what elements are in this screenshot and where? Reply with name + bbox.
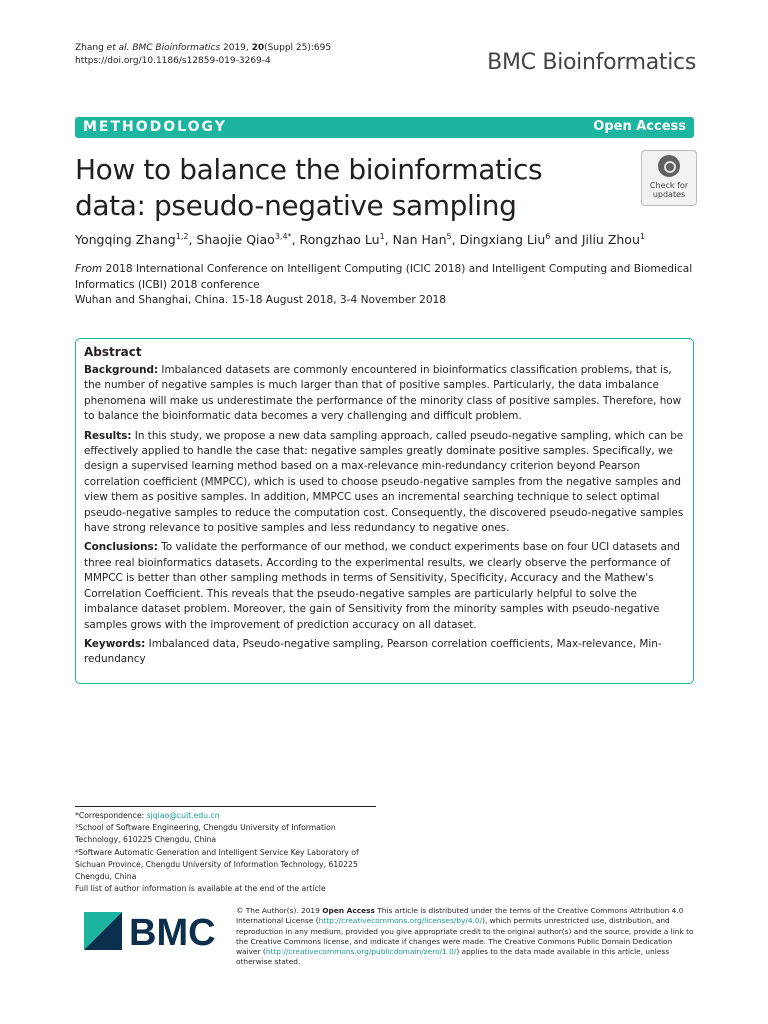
open-access-inline: Open Access: [322, 906, 375, 915]
article-type-bar: [75, 117, 694, 138]
abstract-conclusions-text: To validate the performance of our method, we conduct experiments base on four UCI datasets and three real bioinformatics datasets. According to the experimental results, we clearly observe the performance of MMPCC is better than other sampling methods in terms of Sensitivity, Specificity, Accuracy and the Mathew's Correlation Coefficient. This reveals that the pseudo-negative samples are particularly helpful to solve the imbalance dataset problem. Moreover, the gain of Sensitivity from the minority samples with pseudo-negative samples grows with the improvement of prediction accuracy on all dataset.: [84, 541, 681, 631]
citation-issue: (Suppl 25):695: [264, 43, 332, 53]
author-separator: ,: [291, 232, 300, 248]
author-name: Nan Han: [392, 232, 447, 248]
article-type: METHODOLOGY: [83, 119, 227, 135]
license-text-1: This article is distributed under the terms of the Creative Commons Attribution 4.0 International License (: [236, 906, 684, 926]
license-text-2: ), which permits unrestricted use, distribution, and reproduction in any medium, provided you give appropriate credit to the original author(s) and the source, provide a link to the Creative Commons license, and indicate if changes were made. The Creative Commons Public Domain Dedication waiver (: [236, 916, 694, 957]
bmc-logo-text: BMC: [129, 912, 216, 952]
author-name: Yongqing Zhang: [75, 232, 176, 248]
abstract-results: [84, 429, 685, 537]
author-separator: ,: [384, 232, 393, 248]
citation-volume: 20: [251, 43, 265, 53]
check-for-updates-line1: Check for: [649, 181, 689, 190]
abstract-keywords-text: Imbalanced data, Pseudo-negative sampling, Pearson correlation coefficients, Max-relevance, Min-redundancy: [84, 637, 662, 666]
affiliation-3: ³School of Software Engineering, Chengdu University of Information Technology, 610225 Chengdu, China: [75, 823, 336, 845]
footnotes: [75, 810, 375, 895]
author-separator: ,: [188, 232, 197, 248]
conference-location: Wuhan and Shanghai, China. 15-18 August 2018, 3-4 November 2018: [75, 294, 447, 306]
doi-link[interactable]: https://doi.org/10.1186/s12859-019-3269-4: [75, 56, 271, 66]
citation-journal: et al. BMC Bioinformatics: [106, 43, 221, 53]
check-for-updates-badge[interactable]: [641, 150, 697, 206]
affiliation-4: ⁴Software Automatic Generation and Intelligent Service Key Laboratory of Sichuan Province, Chengdu University of Information Technology, 610225 Chengdu, China: [75, 847, 359, 882]
author-name: Dingxiang Liu: [459, 232, 546, 248]
author-affiliation-sup: 3,4*: [274, 232, 292, 241]
author-name: Shaojie Qiao: [196, 232, 275, 248]
citation-year: 2019,: [220, 43, 252, 53]
journal-name: BMC Bioinformatics: [487, 50, 696, 75]
abstract-background-label: Background:: [84, 364, 159, 376]
footnote-divider: [75, 806, 376, 807]
license-text-3: ) applies to the data made available in this article, unless otherwise stated.: [236, 947, 670, 967]
bmc-logo: [84, 912, 219, 952]
abstract-background: [84, 363, 685, 425]
abstract-keywords: [84, 637, 685, 668]
abstract-conclusions-label: Conclusions:: [84, 541, 158, 554]
check-for-updates-icon: [658, 155, 680, 177]
abstract-conclusions: [84, 540, 685, 632]
conference-info: [75, 262, 695, 309]
author-name: Rongzhao Lu: [299, 232, 380, 248]
citation-header: [75, 42, 331, 68]
check-for-updates-line2: updates: [652, 190, 686, 199]
author-affiliation-sup: 5: [446, 232, 452, 241]
from-label: From: [75, 263, 103, 275]
abstract-keywords-label: Keywords:: [84, 637, 146, 650]
license-link-1[interactable]: http://creativecommons.org/licenses/by/4.0/: [318, 916, 483, 926]
abstract-results-label: Results:: [84, 429, 132, 442]
article-title: How to balance the bioinformatics data: pseudo-negative sampling: [75, 153, 543, 222]
license-text: [236, 906, 696, 968]
author-separator: and: [550, 232, 582, 248]
conference-text: 2018 International Conference on Intelligent Computing (ICIC 2018) and Intelligent Computing and Biomedical Informatics (ICBI) 2018 conference: [75, 263, 693, 291]
author-affiliation-sup: 1: [379, 232, 385, 241]
open-access-label: Open Access: [593, 119, 686, 134]
license-link-2[interactable]: http://creativecommons.org/publicdomain/zero/1.0/: [265, 947, 457, 957]
author-list: [75, 232, 645, 247]
author-affiliation-sup: 6: [545, 232, 551, 241]
abstract-results-text: In this study, we propose a new data sampling approach, called pseudo-negative sampling, which can be effectively applied to handle the case that: negative samples greatly dominate positive samples. Specifically, we design a supervised learning method based on a max-relevance min-redundancy criterion beyond Pearson correlation coefficient (MMPCC), which is used to choose pseudo-negative samples from the negative samples and view them as positive samples. In addition, MMPCC uses an incremental searching technique to select optimal pseudo-negative samples to reduce the computation cost. Consequently, the discovered pseudo-negative samples have strong relevance to positive samples and less redundancy to negative ones.: [84, 429, 684, 535]
author-separator: ,: [451, 232, 460, 248]
author-affiliation-sup: 1,2: [175, 232, 189, 241]
abstract-box: [75, 338, 694, 684]
correspondence-email[interactable]: sjqiao@cuit.edu.cn: [146, 811, 220, 820]
correspondence-label: *Correspondence:: [75, 811, 147, 820]
author-name: Jiliu Zhou: [581, 232, 640, 248]
abstract-heading: Abstract: [84, 345, 142, 359]
author-affiliation-sup: 1: [639, 232, 645, 241]
abstract-background-text: Imbalanced datasets are commonly encountered in bioinformatics classification problems, that is, the number of negative samples is much larger than that of positive samples. Particularly, the data imbalance phenomena will make us underestimate the performance of the minority class of positive samples. Therefore, how to balance the bioinformatic data becomes a very challenging and difficult problem.: [84, 364, 682, 423]
copyright: © The Author(s). 2019: [236, 906, 323, 915]
full-author-info-note: Full list of author information is available at the end of the article: [75, 884, 326, 894]
citation-authors: Zhang: [75, 43, 107, 53]
